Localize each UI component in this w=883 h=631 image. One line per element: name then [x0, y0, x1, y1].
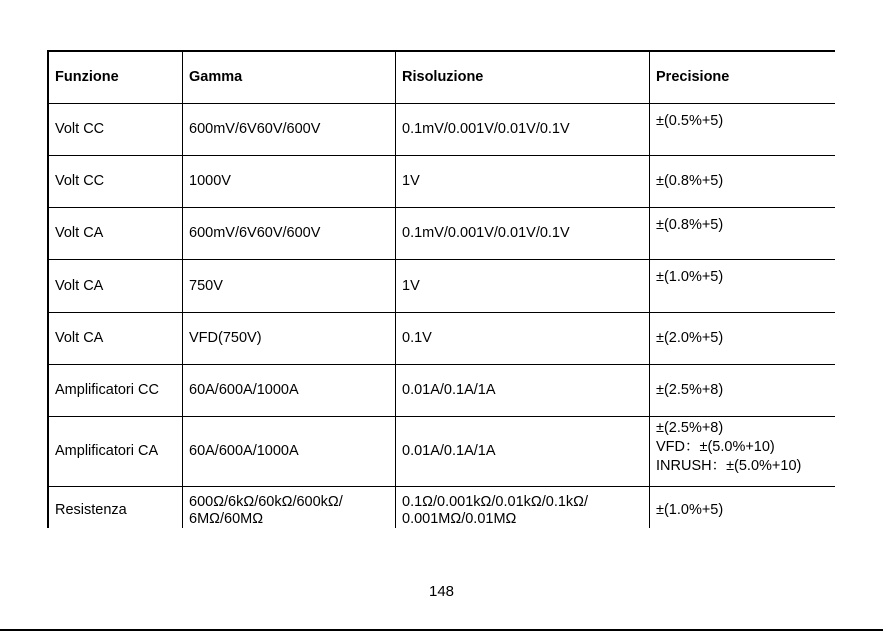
cell-funzione: Volt CC: [49, 104, 182, 155]
cell-funzione: Volt CA: [49, 208, 182, 259]
cell-precisione: [650, 260, 836, 312]
cell-line: ±(2.5%+8): [656, 382, 724, 398]
cell-risoluzione: [396, 417, 649, 486]
cell-gamma: [183, 417, 395, 486]
cell-line: 0.1Ω/0.001kΩ/0.01kΩ/0.1kΩ/: [402, 493, 589, 510]
cell-line: 600Ω/6kΩ/60kΩ/600kΩ/: [189, 493, 343, 510]
cell-precisione: [650, 365, 836, 416]
cell-risoluzione: [396, 260, 649, 312]
cell-line: ±(2.5%+8): [656, 420, 724, 436]
cell-line: 600mV/6V60V/600V: [189, 121, 321, 137]
cell-precisione: [650, 156, 836, 207]
cell-risoluzione: [396, 104, 649, 155]
cell-line: ±(1.0%+5): [656, 269, 724, 285]
cell-line: ±(1.0%+5): [656, 502, 724, 518]
cell-risoluzione: [396, 208, 649, 259]
header-funzione: Funzione: [49, 52, 182, 103]
cell-precisione: [650, 208, 836, 259]
cell-line: ±(0.5%+5): [656, 113, 724, 129]
cell-risoluzione: [396, 156, 649, 207]
cell-line: 0.01A/0.1A/1A: [402, 382, 496, 398]
cell-gamma: [183, 208, 395, 259]
page-number: 148: [428, 583, 455, 600]
cell-gamma: [183, 104, 395, 155]
cell-line: 6MΩ/60MΩ: [189, 510, 264, 527]
cell-gamma: [183, 156, 395, 207]
cell-line: ±(0.8%+5): [656, 217, 724, 233]
cell-line: 0.01A/0.1A/1A: [402, 443, 496, 459]
cell-gamma: [183, 365, 395, 416]
header-precisione: Precisione: [650, 52, 836, 103]
cell-line: VFD：±(5.0%+10): [656, 439, 775, 455]
cell-risoluzione: [396, 487, 649, 534]
cell-line: INRUSH：±(5.0%+10): [656, 458, 802, 474]
cell-line: 750V: [189, 277, 223, 294]
cell-line: 1V: [402, 277, 420, 294]
cell-line: 0.1V: [402, 330, 432, 346]
cell-line: 60A/600A/1000A: [189, 382, 299, 398]
cell-funzione: Volt CA: [49, 313, 182, 364]
cell-funzione: Amplificatori CC: [49, 365, 182, 416]
cell-funzione: Resistenza: [49, 487, 182, 534]
cell-risoluzione: [396, 365, 649, 416]
cell-line: VFD(750V): [189, 330, 262, 346]
specs-table: [47, 50, 835, 528]
cell-precisione: [650, 487, 836, 534]
cell-line: 0.1mV/0.001V/0.01V/0.1V: [402, 225, 570, 241]
cell-funzione: Volt CA: [49, 260, 182, 312]
cell-gamma: [183, 487, 395, 534]
cell-precisione: [650, 104, 836, 155]
header-risoluzione: Risoluzione: [396, 52, 649, 103]
cell-line: 1V: [402, 173, 420, 189]
cell-line: 0.001MΩ/0.01MΩ: [402, 510, 517, 527]
cell-line: 60A/600A/1000A: [189, 443, 299, 459]
cell-funzione: Amplificatori CA: [49, 417, 182, 486]
cell-line: 1000V: [189, 173, 231, 189]
cell-line: ±(2.0%+5): [656, 330, 724, 346]
cell-line: 600mV/6V60V/600V: [189, 225, 321, 241]
cell-gamma: [183, 313, 395, 364]
cell-precisione: [650, 417, 836, 486]
cell-line: 0.1mV/0.001V/0.01V/0.1V: [402, 121, 570, 137]
cell-gamma: [183, 260, 395, 312]
header-gamma: Gamma: [183, 52, 395, 103]
cell-risoluzione: [396, 313, 649, 364]
cell-line: ±(0.8%+5): [656, 173, 724, 189]
cell-funzione: Volt CC: [49, 156, 182, 207]
cell-precisione: [650, 313, 836, 364]
